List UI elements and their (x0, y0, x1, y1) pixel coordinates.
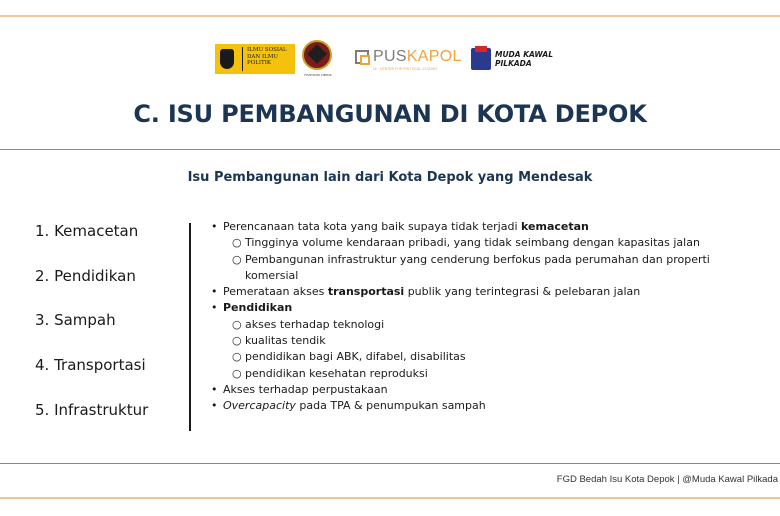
section-divider (0, 149, 780, 150)
detail-subbullet-continued: komersial (245, 268, 299, 282)
depok-seal-caption: FISIP KOTA DEPOK (304, 73, 332, 77)
puskapol-word-right: APOL (417, 48, 462, 65)
detail-bullet: • Pendidikan (211, 301, 293, 315)
puskapol-word-mid: K (406, 48, 418, 65)
issue-list (35, 220, 148, 443)
detail-subbullet: ○ akses terhadap teknologi (232, 317, 385, 331)
detail-subbullet: ○ kualitas tendik (232, 334, 326, 348)
issue-item: 2. Pendidikan (35, 266, 136, 285)
issue-item: 5. Infrastruktur (35, 400, 149, 419)
puskapol-logo (355, 48, 462, 74)
detail-bullet: • Perencanaan tata kota yang baik supaya tidak terjadi kemacetan (211, 220, 589, 233)
footer-credit: FGD Bedah Isu Kota Depok | @Muda Kawal Pilkada (556, 474, 778, 485)
puskapol-subtitle: UI · CENTER FOR POLITICAL STUDIES (373, 67, 438, 71)
fisip-ui-logo-text: ILMU SOSIAL DAN ILMU POLITIK (247, 47, 287, 66)
issue-item: 1. Kemacetan (35, 222, 139, 240)
footer-divider (0, 463, 780, 464)
bottom-accent-rule (0, 497, 780, 499)
detail-subbullet: ○ pendidikan bagi ABK, difabel, disabilitas (232, 350, 466, 364)
detail-bullet: • Overcapacity pada TPA & penumpukan sampah (211, 399, 486, 413)
detail-subbullet: ○ Tingginya volume kendaraan pribadi, yang tidak seimbang dengan kapasitas jalan (232, 236, 700, 250)
detail-subbullet: ○ pendidikan kesehatan reproduksi (232, 366, 428, 380)
issue-item: 4. Transportasi (35, 356, 146, 375)
top-accent-rule (0, 15, 780, 17)
puskapol-word-left: PUS (373, 48, 407, 65)
page-title: C. ISU PEMBANGUNAN DI KOTA DEPOK (133, 100, 647, 128)
detail-bullet: • Pemerataan akses transportasi publik yang terintegrasi & pelebaran jalan (211, 285, 641, 299)
issue-item: 3. Sampah (35, 311, 116, 330)
issue-details (210, 219, 770, 415)
detail-subbullet: ○ Pembangunan infrastruktur yang cenderung berfokus pada perumahan dan properti (232, 252, 710, 266)
muda-kawal-pilkada-logo (471, 46, 561, 74)
column-separator (189, 223, 191, 431)
detail-bullet: • Akses terhadap perpustakaan (211, 382, 388, 396)
depok-seal-logo (300, 40, 336, 80)
makara-crest-icon (220, 49, 234, 69)
section-subtitle: Isu Pembangunan lain dari Kota Depok yang Mendesak (187, 170, 593, 185)
fisip-ui-logo (215, 44, 295, 74)
muda-kawal-pilkada-text: MUDA KAWAL PILKADA (495, 50, 553, 68)
